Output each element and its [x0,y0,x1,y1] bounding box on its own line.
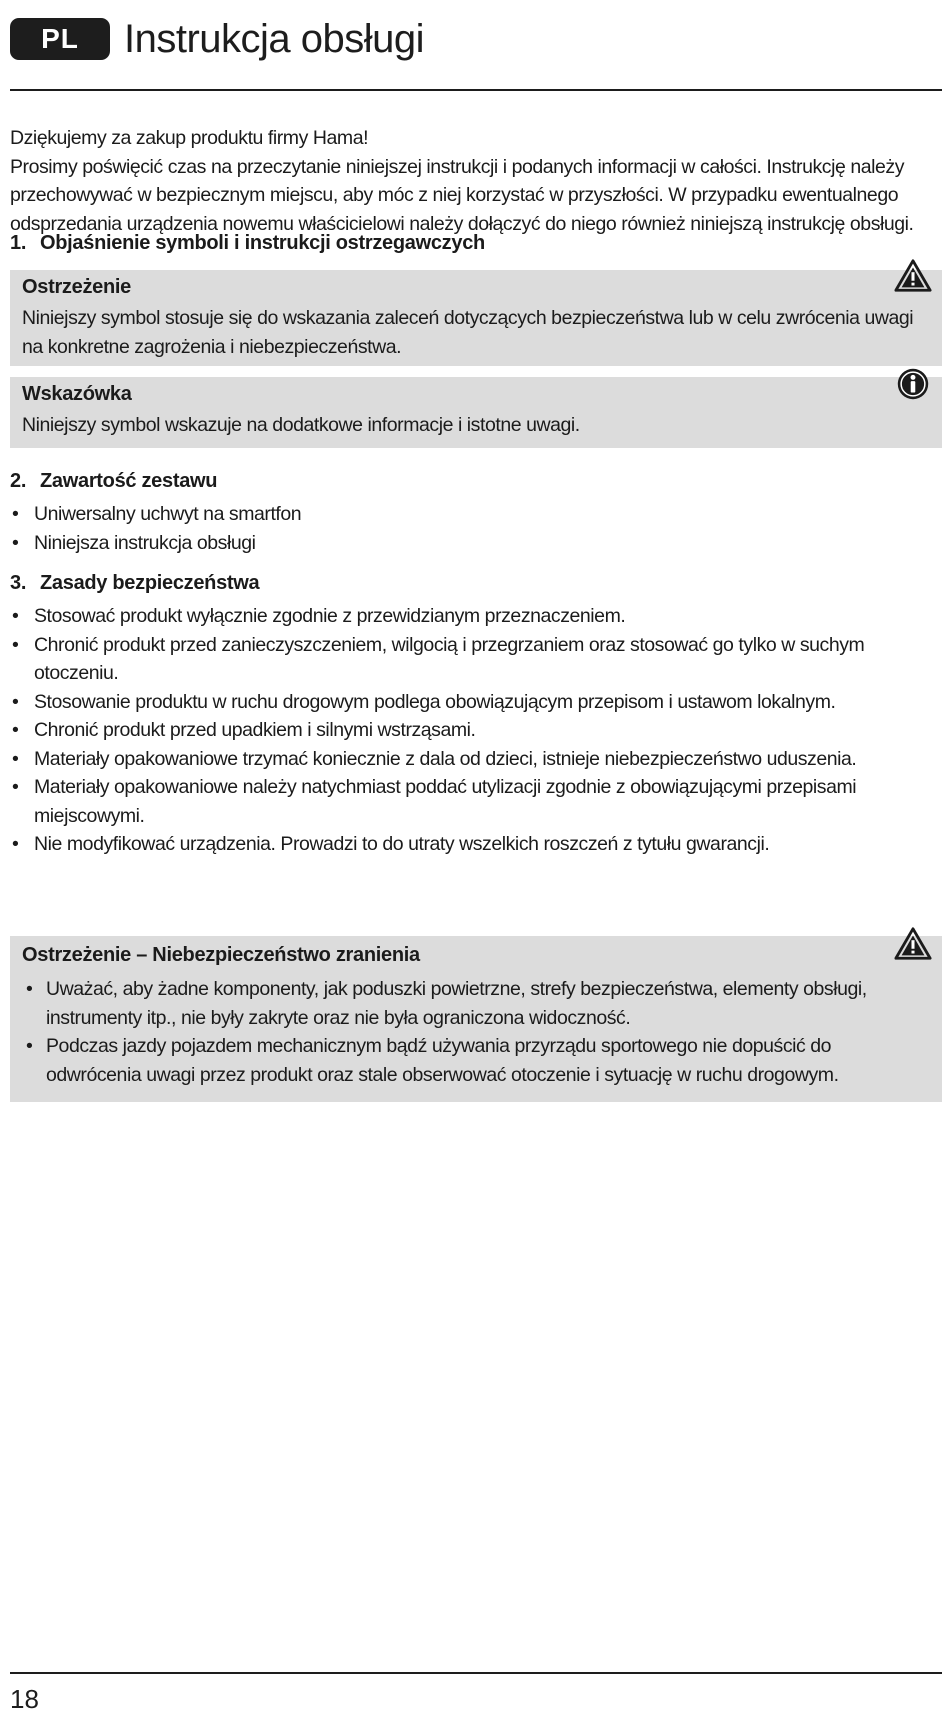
section-number: 2. [10,470,27,492]
warning-triangle-icon [894,258,932,294]
safety-list [10,602,942,859]
intro-body: Prosimy poświęcić czas na przeczytanie niniejszej instrukcji i podanych informacji w całości. Instrukcję należy przechowywać w bezpiecznym miejscu, aby móc z niej korzystać w przyszłości. W przypadku ewentualnego odsprzedania urządzenia nowemu właścicielowi należy dołączyć do niego również niniejszą instrukcję obsługi. [10,155,914,235]
section-1-heading [10,232,485,255]
manual-page [10,0,942,1732]
header-divider [10,89,942,91]
injury-warning-box [10,936,942,1102]
info-circle-icon [894,366,932,402]
warning-title: Ostrzeżenie [22,276,131,298]
list-item: • Materiały opakowaniowe należy natychmiast poddać utylizacji zgodnie z obowiązującymi przepisami miejscowymi. [10,773,942,830]
list-item: • Chronić produkt przed upadkiem i silnymi wstrząsami. [10,716,942,745]
list-item: • Uniwersalny uchwyt na smartfon [10,500,942,529]
intro-thanks: Dziękujemy za zakup produktu firmy Hama! [10,127,369,149]
list-item: • Uważać, aby żadne komponenty, jak poduszki powietrzne, strefy bezpieczeństwa, elementy obsługi, instrumenty itp., nie były zakryte oraz nie była ograniczona widoczność. [22,975,930,1032]
list-item: • Nie modyfikować urządzenia. Prowadzi to do utraty wszelkich roszczeń z tytułu gwarancji. [10,830,942,859]
footer-divider [10,1672,942,1674]
section-title: Zawartość zestawu [40,470,218,492]
list-item: • Niniejsza instrukcja obsługi [10,529,942,558]
section-title: Zasady bezpieczeństwa [40,572,260,594]
note-text: Niniejszy symbol wskazuje na dodatkowe informacje i istotne uwagi. [22,414,580,436]
injury-warning-list [22,975,930,1089]
page-number: 18 [10,1684,39,1714]
injury-warning-title: Ostrzeżenie – Niebezpieczeństwo zranienia [22,944,420,966]
list-item: • Stosować produkt wyłącznie zgodnie z przewidzianym przeznaczeniem. [10,602,942,631]
list-item: • Podczas jazdy pojazdem mechanicznym bądź używania przyrządu sportowego nie dopuścić do odwrócenia uwagi przez produkt oraz stale obserwować otoczenie i sytuację w ruchu drogowym. [22,1032,930,1089]
warning-triangle-icon [894,926,932,962]
list-item: • Materiały opakowaniowe trzymać koniecznie z dala od dzieci, istnieje niebezpieczeństwo uduszenia. [10,745,942,774]
warning-text: Niniejszy symbol stosuje się do wskazania zaleceń dotyczących bezpieczeństwa lub w celu zwrócenia uwagi na konkretne zagrożenia i niebezpieczeństwa. [22,307,914,358]
section-title: Objaśnienie symboli i instrukcji ostrzegawczych [40,232,485,254]
list-item: • Chronić produkt przed zanieczyszczeniem, wilgocią i przegrzaniem oraz stosować go tylko w suchym otoczeniu. [10,631,942,688]
section-3-heading [10,572,259,595]
list-item: • Stosowanie produktu w ruchu drogowym podlega obowiązującym przepisom i ustawom lokalnym. [10,688,942,717]
intro-text [10,124,942,238]
page-header [10,14,424,64]
section-2-heading [10,470,217,493]
section-number: 1. [10,232,27,254]
warning-box [10,270,942,366]
page-title: Instrukcja obsługi [124,16,425,61]
section-number: 3. [10,572,27,594]
package-contents-list [10,500,942,557]
note-title: Wskazówka [22,383,132,405]
note-box [10,377,942,448]
language-badge: PL [10,18,110,60]
